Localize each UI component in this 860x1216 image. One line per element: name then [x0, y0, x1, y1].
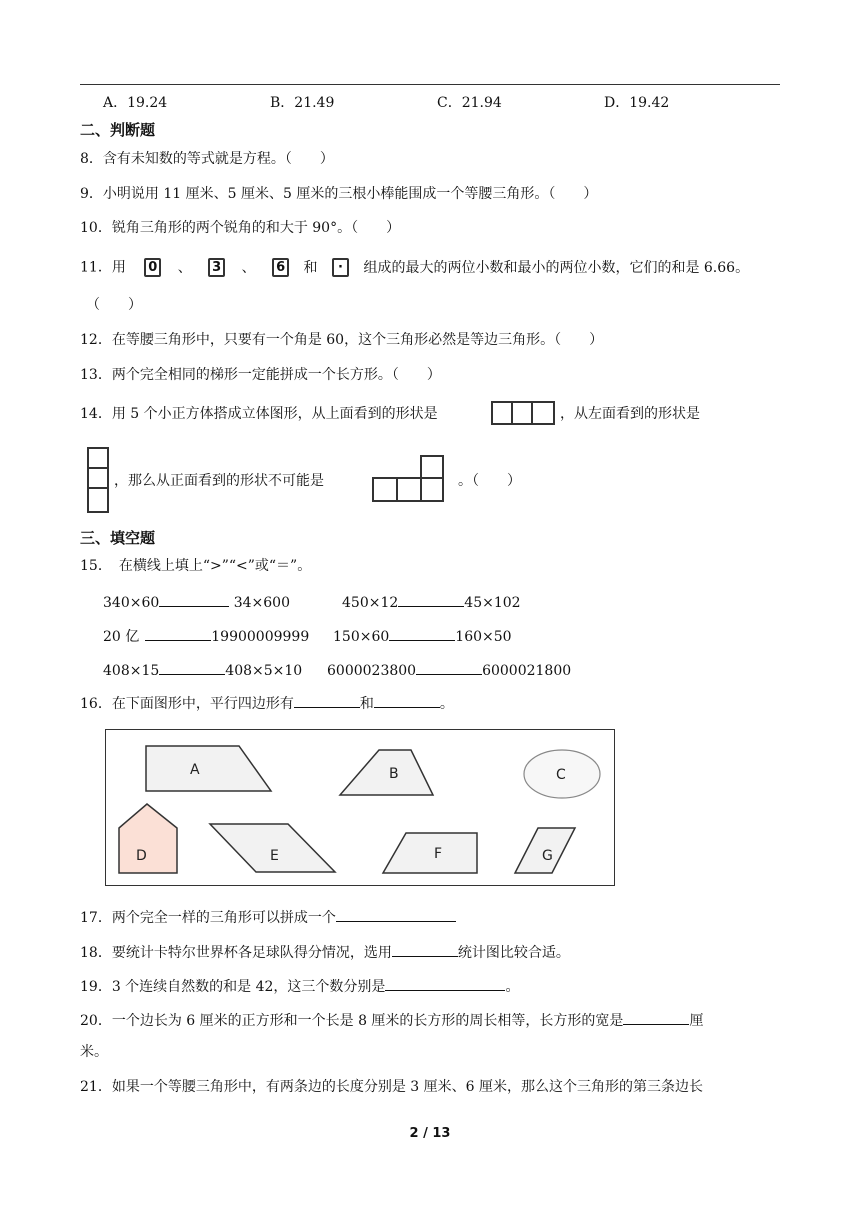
q15-left: 6000023800: [327, 663, 417, 679]
shape-a-label: A: [190, 762, 200, 778]
answer-blank[interactable]: [294, 693, 360, 708]
digit-card-6: 6: [272, 258, 289, 277]
top-view-square-3: [531, 401, 555, 425]
shapes-figure: [105, 729, 615, 886]
question-21: 21．如果一个等腰三角形中，有两条边的长度分别是 3 厘米、6 厘米，那么这个三角形的第三条边长: [80, 1079, 703, 1095]
q16-and: 和: [359, 696, 374, 712]
q11-sep: 、: [241, 259, 256, 276]
option-a: A．19.24: [103, 95, 168, 111]
q11-sep: 、: [177, 259, 192, 276]
digit-card-dot: ·: [332, 258, 349, 277]
q15-item: [327, 660, 571, 680]
question-18: [80, 942, 570, 962]
answer-blank[interactable]: [416, 660, 482, 675]
q15-left: 450×12: [342, 595, 399, 611]
q11-bracket: （ ）: [86, 297, 142, 313]
question-17: [80, 907, 456, 927]
question-11: [80, 258, 749, 277]
answer-blank[interactable]: [145, 626, 211, 641]
q15-right: 45×102: [464, 595, 521, 611]
answer-blank[interactable]: [398, 592, 464, 607]
question-16: [80, 693, 454, 713]
q15-right: 6000021800: [482, 663, 572, 679]
shape-e-label: E: [270, 848, 279, 864]
shape-a-trapezoid: [146, 746, 271, 791]
q15-right: 408×5×10: [225, 663, 303, 679]
left-view-square-2: [87, 467, 109, 489]
q16-text: 16．在下面图形中，平行四边形有: [80, 696, 294, 712]
front-view-square-top: [420, 455, 444, 479]
page-number: 2 / 13: [409, 1126, 451, 1141]
top-view-square-1: [491, 401, 513, 425]
answer-blank[interactable]: [336, 907, 456, 922]
q17-text: 17．两个完全一样的三角形可以拼成一个: [80, 910, 336, 926]
q19-end: 。: [505, 979, 520, 995]
q15-right: 160×50: [455, 629, 512, 645]
answer-blank[interactable]: [159, 592, 229, 607]
option-b: B．21.49: [270, 95, 335, 111]
q15-left: 150×60: [333, 629, 390, 645]
shape-d-pentagon: [119, 804, 177, 873]
q11-and: 和: [303, 259, 318, 276]
answer-blank[interactable]: [392, 942, 458, 957]
q15-item: [342, 592, 521, 612]
shape-b-trapezoid: [340, 750, 433, 795]
shape-c-label: C: [556, 767, 566, 783]
left-view-square-1: [87, 447, 109, 469]
q19-text: 19．3 个连续自然数的和是 42，这三个数分别是: [80, 979, 386, 995]
q15-left: 340×60: [103, 595, 160, 611]
question-15-title: 15． 在横线上填上“>”“<”或“＝”。: [80, 558, 312, 574]
answer-blank[interactable]: [389, 626, 455, 641]
header-rule: [80, 84, 780, 85]
question-14-line2-end: 。（ ）: [458, 473, 521, 489]
question-13: 13．两个完全相同的梯形一定能拼成一个长方形。（ ）: [80, 367, 441, 383]
q18-text: 18．要统计卡特尔世界杯各足球队得分情况，选用: [80, 945, 392, 961]
question-14-line2: ，那么从正面看到的形状不可能是: [114, 473, 324, 489]
shape-f-trapezoid: [383, 833, 477, 873]
question-20: [80, 1010, 703, 1030]
answer-blank[interactable]: [385, 976, 505, 991]
option-c: C．21.94: [437, 95, 502, 111]
answer-blank[interactable]: [623, 1010, 689, 1025]
shapes-svg: [106, 730, 614, 885]
shape-d-label: D: [136, 848, 147, 864]
question-14-line1: 14．用 5 个小正方体搭成立体图形，从上面看到的形状是: [80, 406, 438, 422]
q15-right: 34×600: [233, 595, 291, 611]
left-view-square-3: [87, 487, 109, 513]
q15-left: 20 亿: [103, 629, 140, 645]
section-fill-title: 三、填空题: [80, 529, 156, 547]
digit-card-0: 0: [144, 258, 161, 277]
q15-right: 19900009999: [211, 629, 310, 645]
option-d: D．19.42: [604, 95, 670, 111]
front-view-square-2: [396, 477, 422, 502]
question-12: 12．在等腰三角形中，只要有一个角是 60，这个三角形必然是等边三角形。（ ）: [80, 332, 604, 348]
shape-g-label: G: [542, 848, 553, 864]
answer-blank[interactable]: [374, 693, 440, 708]
q20-end: 厘: [689, 1013, 704, 1029]
front-view-square-1: [372, 477, 398, 502]
q15-item: [103, 660, 302, 680]
question-19: [80, 976, 519, 996]
q16-end: 。: [439, 696, 454, 712]
q15-left: 408×15: [103, 663, 160, 679]
digit-card-3: 3: [208, 258, 225, 277]
question-14-line1-end: ，从左面看到的形状是: [560, 406, 700, 422]
q15-item: [333, 626, 512, 646]
front-view-square-3: [420, 477, 444, 502]
answer-blank[interactable]: [159, 660, 225, 675]
shape-b-label: B: [389, 766, 399, 782]
section-judgement-title: 二、判断题: [80, 121, 156, 139]
question-20-cont: 米。: [80, 1044, 108, 1060]
top-view-square-2: [511, 401, 533, 425]
q11-prefix: 11．用: [80, 259, 126, 276]
q20-text: 20．一个边长为 6 厘米的正方形和一个长是 8 厘米的长方形的周长相等，长方形的宽是: [80, 1013, 624, 1029]
q15-item: [103, 592, 290, 612]
question-10: 10．锐角三角形的两个锐角的和大于 90°。（ ）: [80, 220, 401, 236]
question-9: 9．小明说用 11 厘米、5 厘米、5 厘米的三根小棒能围成一个等腰三角形。（ ）: [80, 186, 598, 202]
shape-f-label: F: [434, 846, 443, 862]
question-8: 8．含有未知数的等式就是方程。（ ）: [80, 151, 334, 167]
q18-end: 统计图比较合适。: [457, 945, 570, 961]
q11-suffix: 组成的最大的两位小数和最小的两位小数，它们的和是 6.66。: [363, 259, 750, 276]
q15-item: [103, 626, 309, 646]
